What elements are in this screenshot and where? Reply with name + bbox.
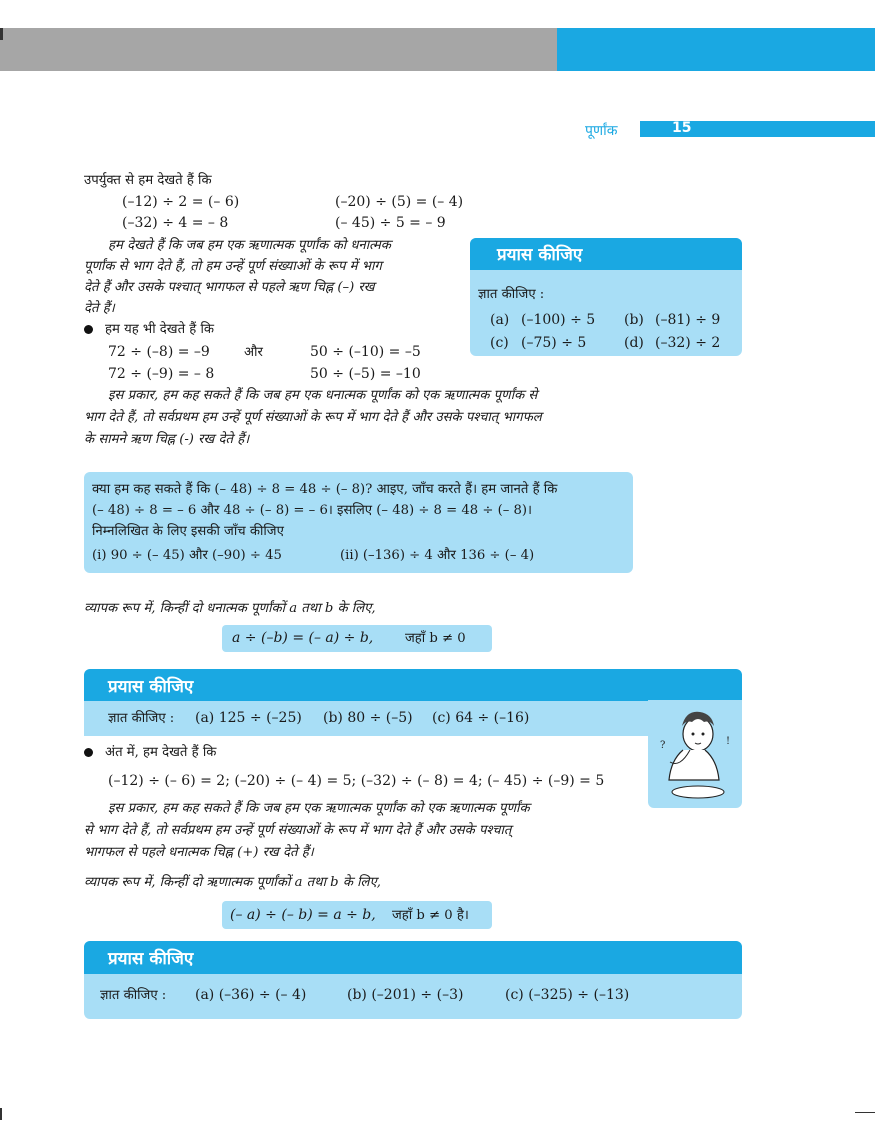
example: 50 ÷ (–5) = –10 <box>310 366 421 382</box>
check-item: (ii) (–136) ÷ 4 और 136 ÷ (– 4) <box>340 548 535 563</box>
chapter-title: पूर्णांक <box>585 123 618 139</box>
crop-mark <box>0 28 3 40</box>
general-statement: व्यापक रूप में, किन्हीं दो ऋणात्मक पूर्णांकों a तथा b के लिए, <box>84 875 381 890</box>
exercise: (c) (–325) ÷ (–13) <box>505 987 630 1003</box>
example: (–32) ÷ 4 = – 8 <box>122 215 229 231</box>
paragraph-line: हम देखते हैं कि जब हम एक ऋणात्मक पूर्णांक को धनात्मक <box>108 238 391 253</box>
paragraph-line: भाग देते हैं, तो सर्वप्रथम हम उन्हें पूर्ण संख्याओं के रूप में भाग देते हैं और उसके पश्चात् भागफल <box>84 410 542 425</box>
try-it-lead: ज्ञात कीजिए : <box>100 988 167 1003</box>
svg-text:!: ! <box>726 736 731 747</box>
paragraph-line: देते हैं और उसके पश्चात् भागफल से पहले ऋण चिह्न (–) रख <box>84 280 375 295</box>
try-it-lead: ज्ञात कीजिए : <box>478 287 545 302</box>
paragraph-line: के सामने ऋण चिह्न (-) रख देते हैं। <box>84 432 250 447</box>
bullet-line: हम यह भी देखते हैं कि <box>84 319 214 340</box>
exercise: (c) 64 ÷ (–16) <box>432 710 530 726</box>
try-it-title: प्रयास कीजिए <box>108 677 194 697</box>
check-line: क्या हम कह सकते हैं कि (– 48) ÷ 8 = 48 ÷ (– 8)? आइए, जाँच करते हैं। हम जानते हैं कि <box>92 482 558 497</box>
boy-thinking-icon <box>648 700 742 808</box>
try-it-lead: ज्ञात कीजिए : <box>108 711 175 726</box>
bullet-icon <box>84 748 93 757</box>
paragraph-line: से भाग देते हैं, तो सर्वप्रथम हम उन्हें पूर्ण संख्याओं के रूप में भाग देते हैं और उसके पश्चात् <box>84 823 512 838</box>
paragraph-line: इस प्रकार, हम कह सकते हैं कि जब हम एक ऋणात्मक पूर्णांक को एक ऋणात्मक पूर्णांक <box>108 801 530 816</box>
header-blue-bar <box>557 28 875 71</box>
exercise: (–81) ÷ 9 <box>655 312 721 328</box>
bullet-icon <box>84 325 93 334</box>
example: (–12) ÷ 2 = (– 6) <box>122 194 240 210</box>
paragraph-line: देते हैं। <box>84 301 115 316</box>
equation: (–12) ÷ (– 6) = 2; (–20) ÷ (– 4) = 5; (–32) ÷ (– 8) = 4; (– 45) ÷ (–9) = 5 <box>108 773 605 789</box>
formula: (– a) ÷ (– b) = a ÷ b, <box>230 907 376 923</box>
crop-mark <box>0 1108 2 1120</box>
try-it-title: प्रयास कीजिए <box>497 245 583 265</box>
example: (– 45) ÷ 5 = – 9 <box>335 215 446 231</box>
example: 72 ÷ (–8) = –9 <box>108 344 210 360</box>
conjunction: और <box>244 345 263 360</box>
page-number: 15 <box>672 120 692 136</box>
paragraph-line: इस प्रकार, हम कह सकते हैं कि जब हम एक धनात्मक पूर्णांक को एक ऋणात्मक पूर्णांक से <box>108 388 538 403</box>
paragraph-line: पूर्णांक से भाग देते हैं, तो हम उन्हें पूर्ण संख्याओं के रूप में भाग <box>84 259 382 274</box>
header-gray-bar <box>0 28 557 71</box>
general-statement: व्यापक रूप में, किन्हीं दो धनात्मक पूर्णांकों a तथा b के लिए, <box>84 601 376 616</box>
example: 72 ÷ (–9) = – 8 <box>108 366 215 382</box>
exercise: (–100) ÷ 5 <box>521 312 596 328</box>
paragraph-line: भागफल से पहले धनात्मक चिह्न (+) रख देते हैं। <box>84 845 314 860</box>
example: 50 ÷ (–10) = –5 <box>310 344 421 360</box>
exercise: (b) 80 ÷ (–5) <box>323 710 413 726</box>
exercise: (b) (–201) ÷ (–3) <box>347 987 464 1003</box>
try-it-title: प्रयास कीजिए <box>108 949 194 969</box>
svg-text:?: ? <box>660 740 666 751</box>
exercise: (–32) ÷ 2 <box>655 335 721 351</box>
item-label: (b) <box>624 312 644 328</box>
example: (–20) ÷ (5) = (– 4) <box>335 194 464 210</box>
crop-mark <box>855 1112 875 1113</box>
formula-condition: जहाँ b ≠ 0 <box>405 631 466 646</box>
check-line: निम्नलिखित के लिए इसकी जाँच कीजिए <box>92 524 284 539</box>
formula-condition: जहाँ b ≠ 0 है। <box>392 908 469 923</box>
exercise: (–75) ÷ 5 <box>521 335 587 351</box>
check-item: (i) 90 ÷ (– 45) और (–90) ÷ 45 <box>92 548 282 563</box>
illustration-panel <box>648 700 742 808</box>
exercise: (a) (–36) ÷ (– 4) <box>195 987 307 1003</box>
item-label: (d) <box>624 335 644 351</box>
exercise: (a) 125 ÷ (–25) <box>195 710 302 726</box>
formula: a ÷ (–b) = (– a) ÷ b, <box>232 630 374 646</box>
bullet-line: अंत में, हम देखते हैं कि <box>84 742 216 763</box>
item-label: (c) <box>490 335 509 351</box>
item-label: (a) <box>490 312 510 328</box>
check-line: (– 48) ÷ 8 = – 6 और 48 ÷ (– 8) = – 6। इसलिए (– 48) ÷ 8 = 48 ÷ (– 8)। <box>92 503 533 518</box>
intro-lead: उपर्युक्त से हम देखते हैं कि <box>84 173 212 188</box>
